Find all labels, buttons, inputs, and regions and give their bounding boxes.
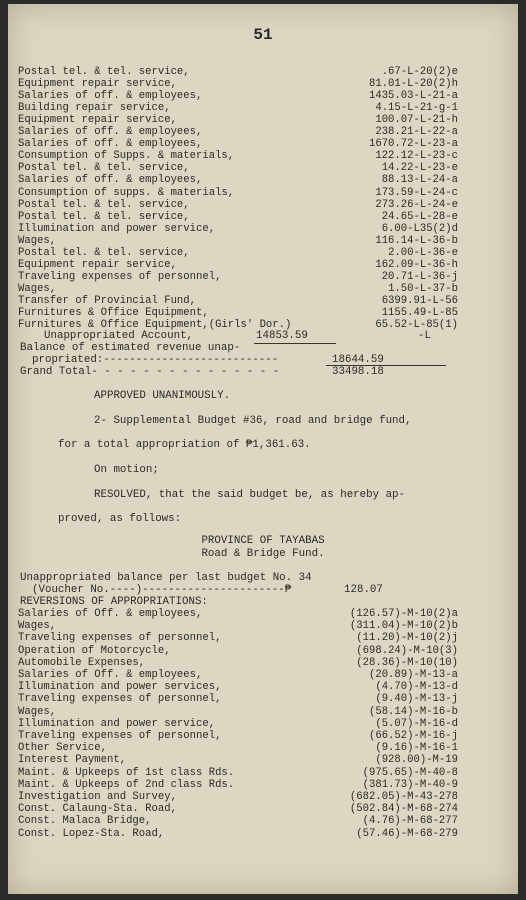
ledger-row-amount: (4.70)-M-13-d [375, 681, 458, 694]
document-page [8, 4, 518, 894]
ledger-row-label: Equipment repair service, [18, 78, 177, 91]
ledger-row-amount: 88.13-L-24-a [381, 174, 458, 187]
ledger-row [18, 828, 458, 840]
item2-line1: 2- Supplemental Budget #36, road and bridge fund, [94, 415, 412, 427]
ledger-row-amount: (58.14)-M-16-b [368, 705, 458, 718]
ledger-row-amount: (698.24)-M-10(3) [356, 644, 458, 657]
ledger-row [18, 645, 458, 657]
ledger-row [18, 779, 458, 791]
grand-total-amount: 33498.18 [332, 366, 384, 378]
ledger-row-label: Other Service, [18, 742, 108, 755]
ledger-row [18, 307, 458, 319]
ledger-row-amount: 273.26-L-24-e [375, 198, 458, 211]
unappropriated-amount: 14853.59 [256, 330, 308, 342]
ledger-row-amount: 1.50-L-37-b [388, 282, 458, 295]
ledger-row-amount: 162.09-L-36-h [375, 258, 458, 271]
ledger-row-amount: 20.71-L-36-j [381, 270, 458, 283]
ledger-row-label: Postal tel. & tel. service, [18, 162, 190, 175]
province-heading: PROVINCE OF TAYABAS [201, 535, 325, 547]
ledger-row-label: Consumption of supps. & materials, [18, 186, 235, 199]
ledger-row [18, 102, 458, 114]
ledger-row-amount: 1155.49-L-85 [381, 307, 458, 319]
ledger-row [18, 620, 458, 632]
ledger-row-label: Illumination and power service, [18, 222, 216, 235]
ledger-row [18, 211, 458, 223]
ledger-row [18, 138, 458, 150]
ledger-row-label: Equipment repair service, [18, 114, 177, 127]
ledger-row-label: Building repair service, [18, 102, 171, 115]
unappropriated-balance-line2: (Voucher No.----)----------------------₱ [32, 584, 292, 596]
ledger-row [18, 150, 458, 162]
ledger-row-label: Salaries of off. & employees, [18, 90, 203, 103]
ledger-row-label: Illumination and power service, [18, 717, 216, 730]
ledger-row-label: Traveling expenses of personnel, [18, 632, 222, 645]
ledger-row-label: Investigation and Survey, [18, 791, 177, 803]
ledger-row-amount: (9.16)-M-16-1 [375, 742, 458, 755]
ledger-row [18, 706, 458, 718]
ledger-row-amount: (11.20)-M-10(2)j [356, 632, 458, 645]
ledger-row-amount: (975.65)-M-40-8 [362, 766, 458, 779]
ledger-row [18, 247, 458, 259]
page-number: 51 [253, 26, 273, 44]
ledger-row-amount: (20.89)-M-13-a [368, 669, 458, 681]
grand-total-label: Grand Total- - - - - - - - - - - - - - - [20, 366, 280, 378]
ledger-row-label: Salaries of off. & employees, [18, 174, 203, 187]
ledger-row-amount: (311.04)-M-10(2)b [349, 620, 458, 633]
ledger-row [18, 295, 458, 307]
ledger-row-label: Furnitures & Office Equipment, [18, 307, 209, 319]
ledger-row-amount: (928.00)-M-19 [375, 754, 458, 767]
ledger-row-amount: (57.46)-M-68-279 [356, 827, 458, 840]
ledger-row-label: Operation of Motorcycle, [18, 644, 171, 657]
ledger-row [18, 608, 458, 620]
ledger-row [18, 754, 458, 766]
ledger-row [18, 235, 458, 247]
ledger-row-amount: .67-L-20(2)e [381, 66, 458, 78]
ledger-row-label: Consumption of Supps. & materials, [18, 150, 235, 163]
ledger-row-amount: (9.40)-M-13-j [375, 693, 458, 706]
unappropriated-label: Unappropriated Account, [44, 330, 194, 342]
unappropriated-balance-line1: Unappropriated balance per last budget No. 34 [20, 572, 312, 584]
ledger-row [18, 815, 458, 827]
ledger-row-label: Wages, [18, 620, 57, 633]
ledger-row [18, 271, 458, 283]
ledger-row-label: Const. Calaung-Sta. Road, [18, 803, 177, 816]
ledger-row-label: Interest Payment, [18, 754, 127, 767]
ledger-row [18, 681, 458, 693]
ledger-row-label: Illumination and power services, [18, 681, 222, 694]
on-motion: On motion; [94, 464, 159, 476]
ledger-row-amount: 100.07-L-21-h [375, 114, 458, 127]
ledger-row-label: Wages, [18, 234, 57, 247]
ledger-row-amount: 65.52-L-85(1) [375, 319, 458, 332]
unappropriated-underline [254, 343, 336, 344]
ledger-row-label: Maint. & Upkeeps of 1st class Rds. [18, 766, 235, 779]
reversions-header: REVERSIONS OF APPROPRIATIONS: [20, 596, 208, 608]
ledger-row-amount: (502.84)-M-68-274 [349, 803, 458, 816]
ledger-row-label: Equipment repair service, [18, 258, 177, 271]
ledger-row-label: Automobile Expenses, [18, 656, 146, 669]
ledger-row [18, 718, 458, 730]
approved-unanimously: APPROVED UNANIMOUSLY. [94, 390, 231, 402]
ledger-row-label: Postal tel. & tel. service, [18, 198, 190, 211]
resolved-line2: proved, as follows: [58, 513, 182, 525]
ledger-row-label: Const. Lopez-Sta. Road, [18, 827, 165, 840]
ledger-row-label: Salaries of Off. & employees, [18, 608, 203, 620]
ledger-row-amount: (682.05)-M-43-278 [349, 791, 458, 803]
ledger-row-label: Postal tel. & tel. service, [18, 66, 190, 78]
ledger-row-label: Wages, [18, 282, 57, 295]
ledger-row-label: Traveling expenses of personnel, [18, 693, 222, 706]
ledger-row [18, 669, 458, 681]
unappropriated-balance-amount: 128.07 [344, 584, 383, 596]
ledger-row [18, 162, 458, 174]
item2-line2: for a total appropriation of ₱1,361.63. [58, 439, 311, 451]
balance-line1: Balance of estimated revenue unap- [20, 342, 241, 354]
ledger-row [18, 632, 458, 644]
ledger-row-label: Traveling expenses of personnel, [18, 730, 222, 742]
ledger-row-amount: 81.01-L-20(2)h [368, 78, 458, 91]
ledger-row-amount: 1670.72-L-23-a [368, 138, 458, 151]
ledger-row [18, 283, 458, 295]
ledger-row-amount: (126.57)-M-10(2)a [349, 608, 458, 620]
ledger-row-label: Traveling expenses of personnel, [18, 270, 222, 283]
ledger-row [18, 259, 458, 271]
ledger-row-amount: 4.15-L-21-g-1 [375, 102, 458, 115]
ledger-row [18, 223, 458, 235]
ledger-row [18, 174, 458, 186]
ledger-row-label: Furnitures & Office Equipment,(Girls' Dor.) [18, 319, 292, 332]
ledger-row-amount: (4.76)-M-68-277 [362, 815, 458, 828]
ledger-row-amount: 6.00-L35(2)d [381, 222, 458, 235]
ledger-row-amount: 122.12-L-23-c [375, 150, 458, 163]
ledger-row-amount: 2.00-L-36-e [388, 246, 458, 259]
ledger-row [18, 78, 458, 90]
ledger-row-label: Salaries of off. & employees, [18, 126, 203, 139]
ledger-row-amount: 1435.03-L-21-a [368, 90, 458, 103]
ledger-row-amount: 173.59-L-24-c [375, 186, 458, 199]
ledger-row [18, 114, 458, 126]
ledger-row [18, 791, 458, 803]
balance-amount: 18644.59 [332, 354, 384, 366]
ledger-row [18, 187, 458, 199]
ledger-row-label: Const. Malaca Bridge, [18, 815, 152, 828]
resolved-line1: RESOLVED, that the said budget be, as hereby ap- [94, 489, 406, 501]
ledger-row [18, 693, 458, 705]
ledger-row-label: Postal tel. & tel. service, [18, 210, 190, 223]
unappropriated-code: -L [418, 330, 431, 342]
balance-line2: propriated:--------------------------- [32, 354, 279, 366]
ledger-row [18, 742, 458, 754]
ledger-row-label: Wages, [18, 705, 57, 718]
ledger-row-label: Postal tel. & tel. service, [18, 246, 190, 259]
ledger-row [18, 90, 458, 102]
ledger-row-amount: 116.14-L-36-b [375, 234, 458, 247]
ledger-row-amount: (28.36)-M-10(10) [356, 656, 458, 669]
ledger-row-amount: 24.65-L-28-e [381, 210, 458, 223]
ledger-row [18, 66, 458, 78]
ledger-row [18, 199, 458, 211]
ledger-row-amount: (381.73)-M-40-9 [362, 778, 458, 791]
ledger-row [18, 730, 458, 742]
ledger-row [18, 126, 458, 138]
ledger-row-label: Maint. & Upkeeps of 2nd class Rds. [18, 778, 235, 791]
ledger-row-label: Transfer of Provincial Fund, [18, 294, 197, 307]
ledger-row [18, 803, 458, 815]
ledger-row [18, 767, 458, 779]
ledger-row-label: Salaries of Off. & employees, [18, 669, 203, 681]
ledger-row-amount: 6399.91-L-56 [381, 294, 458, 307]
ledger-row [18, 657, 458, 669]
ledger-row-amount: 238.21-L-22-a [375, 126, 458, 139]
ledger-row-amount: (5.07)-M-16-d [375, 717, 458, 730]
fund-heading: Road & Bridge Fund. [201, 548, 325, 560]
ledger-row-amount: 14.22-L-23-e [381, 162, 458, 175]
ledger-row-amount: (66.52)-M-16-j [368, 730, 458, 742]
ledger-row-label: Salaries of off. & employees, [18, 138, 203, 151]
